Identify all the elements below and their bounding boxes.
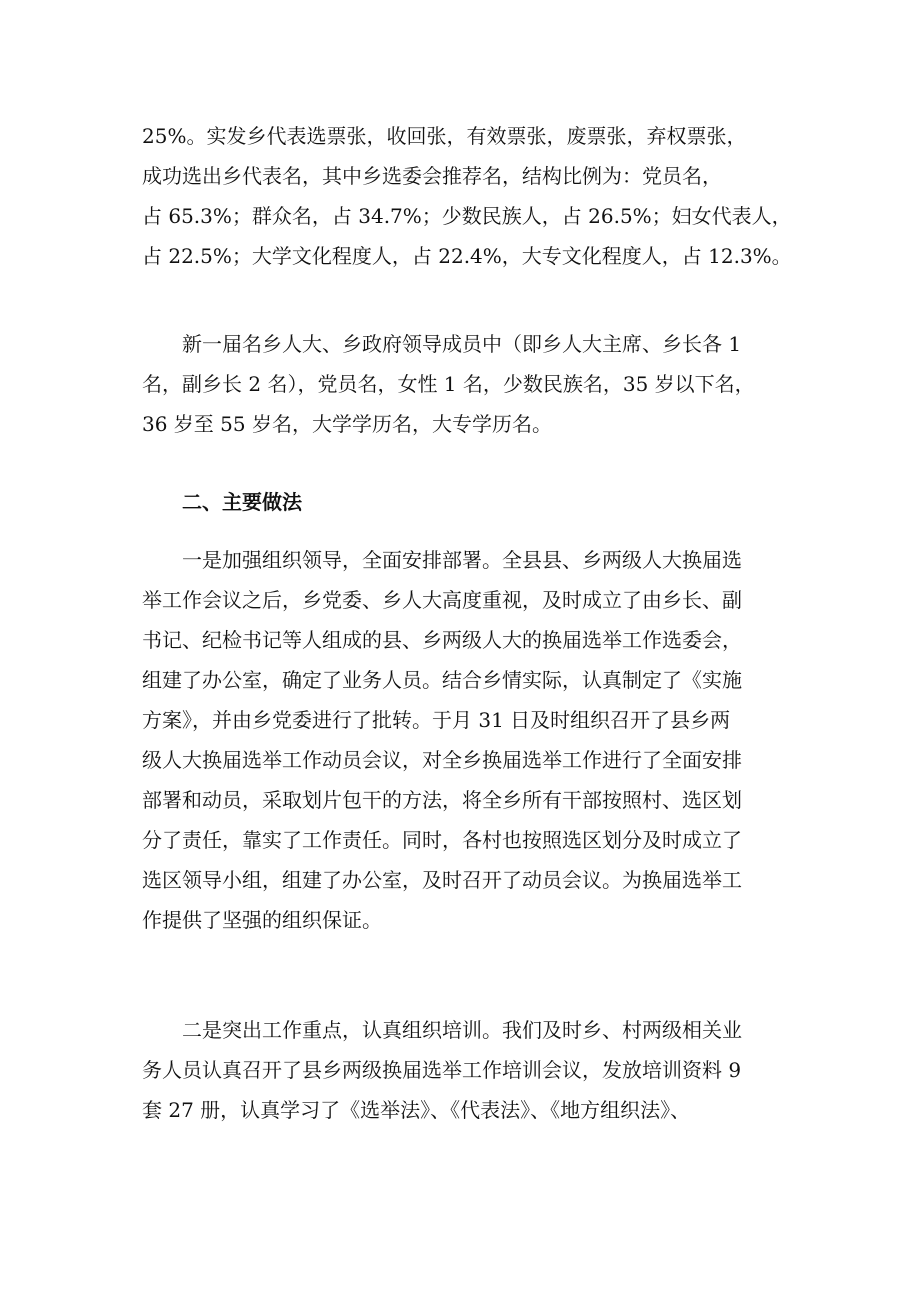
paragraph-training: [142, 1010, 802, 1130]
text-line: 36 岁至 55 岁名，大学学历名，大专学历名。: [142, 412, 552, 436]
text-line: 方案》，并由乡党委进行了批转。于月 31 日及时组织召开了县乡两: [142, 708, 731, 732]
text-line: 名，副乡长 2 名），党员名，女性 1 名，少数民族名，35 岁以下名，: [142, 372, 755, 396]
text-line: 举工作会议之后，乡党委、乡人大高度重视，及时成立了由乡长、副: [142, 588, 742, 612]
text-line: 选区领导小组，组建了办公室，及时召开了动员会议。为换届选举工: [142, 868, 742, 892]
text-line: 占 22.5%；大学文化程度人，占 22.4%，大专文化程度人，占 12.3%。: [142, 244, 792, 268]
text-line: 25%。实发乡代表选票张，收回张，有效票张，废票张，弃权票张，: [142, 124, 747, 148]
text-line: 务人员认真召开了县乡两级换届选举工作培训会议，发放培训资料 9: [142, 1058, 742, 1082]
text-line: 分了责任，靠实了工作责任。同时，各村也按照选区划分及时成立了: [142, 828, 742, 852]
section-heading: 二、主要做法: [182, 490, 302, 514]
text-line: 一是加强组织领导，全面安排部署。全县县、乡两级人大换届选: [182, 548, 742, 572]
text-line: 新一届名乡人大、乡政府领导成员中（即乡人大主席、乡长各 1: [182, 332, 742, 356]
paragraph-election-results: [142, 116, 802, 276]
paragraph-organization-leadership: [142, 540, 802, 940]
text-line: 组建了办公室，确定了业务人员。结合乡情实际，认真制定了《实施: [142, 668, 742, 692]
text-line: 书记、纪检书记等人组成的县、乡两级人大的换届选举工作选委会，: [142, 628, 742, 652]
text-line: 部署和动员，采取划片包干的方法，将全乡所有干部按照村、选区划: [142, 788, 742, 812]
text-line: 作提供了坚强的组织保证。: [142, 908, 382, 932]
text-line: 占 65.3%；群众名，占 34.7%；少数民族人，占 26.5%；妇女代表人，: [142, 204, 792, 228]
text-line: 成功选出乡代表名，其中乡选委会推荐名，结构比例为：党员名，: [142, 164, 722, 188]
text-line: 套 27 册，认真学习了《选举法》、《代表法》、《地方组织法》、: [142, 1098, 691, 1122]
text-line: 二是突出工作重点，认真组织培训。我们及时乡、村两级相关业: [182, 1018, 742, 1042]
text-line: 级人大换届选举工作动员会议，对全乡换届选举工作进行了全面安排: [142, 748, 742, 772]
paragraph-leadership-composition: [142, 324, 802, 444]
